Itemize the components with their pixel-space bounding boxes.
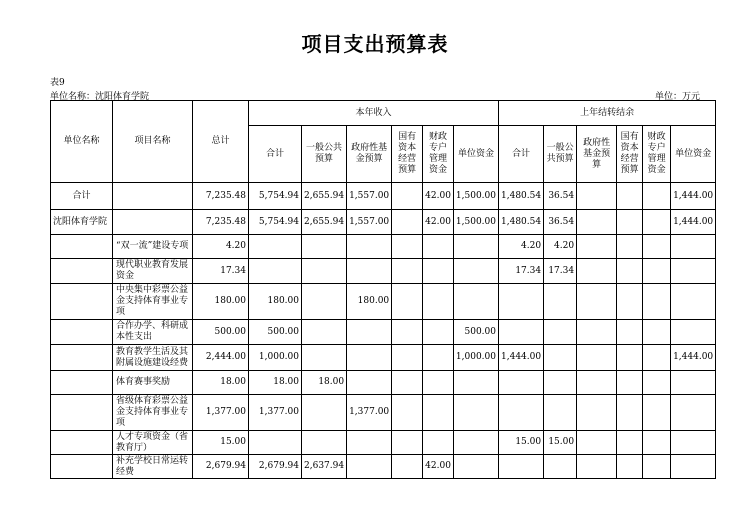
- project-cell: 合作办学、科研成本性支出: [113, 320, 193, 345]
- prev-sum-cell: 1,444.00: [499, 345, 544, 371]
- cur-sum-cell: 1,000.00: [249, 345, 302, 371]
- project-cell: [113, 210, 193, 235]
- prev-soe-cell: [617, 183, 643, 210]
- prev-fund-cell: [577, 320, 617, 345]
- cur-soe-cell: [392, 183, 423, 210]
- unit-cell: [51, 284, 113, 320]
- cur-special-cell: [423, 395, 454, 431]
- header-prev-special: 财政专户管理资金: [643, 126, 671, 183]
- prev-unit-cell: [671, 235, 716, 259]
- unit-cell: 合计: [51, 183, 113, 210]
- prev-special-cell: [643, 183, 671, 210]
- cur-special-cell: [423, 345, 454, 371]
- cur-special-cell: [423, 235, 454, 259]
- project-cell: 补充学校日常运转经费: [113, 455, 193, 479]
- cur-general-cell: [302, 259, 347, 284]
- header-cur-general: 一般公共预算: [302, 126, 347, 183]
- prev-special-cell: [643, 455, 671, 479]
- prev-sum-cell: [499, 371, 544, 395]
- prev-special-cell: [643, 431, 671, 455]
- prev-special-cell: [643, 284, 671, 320]
- cur-unit-cell: 1,500.00: [453, 183, 498, 210]
- unit-cell: [51, 345, 113, 371]
- prev-sum-cell: 17.34: [499, 259, 544, 284]
- total-cell: 180.00: [193, 284, 249, 320]
- prev-soe-cell: [617, 455, 643, 479]
- prev-unit-cell: [671, 371, 716, 395]
- header-prev-sum: 合计: [499, 126, 544, 183]
- prev-general-cell: 4.20: [544, 235, 577, 259]
- cur-soe-cell: [392, 259, 423, 284]
- prev-unit-cell: 1,444.00: [671, 345, 716, 371]
- table-row: [51, 431, 716, 455]
- project-cell: 现代职业教育发展资金: [113, 259, 193, 284]
- cur-unit-cell: [453, 371, 498, 395]
- cur-unit-cell: 500.00: [453, 320, 498, 345]
- prev-unit-cell: 1,444.00: [671, 183, 716, 210]
- project-cell: [113, 183, 193, 210]
- prev-soe-cell: [617, 395, 643, 431]
- cur-soe-cell: [392, 371, 423, 395]
- cur-fund-cell: [347, 320, 392, 345]
- prev-special-cell: [643, 320, 671, 345]
- cur-sum-cell: 5,754.94: [249, 183, 302, 210]
- cur-special-cell: [423, 284, 454, 320]
- table-row: [51, 210, 716, 235]
- cur-fund-cell: 1,377.00: [347, 395, 392, 431]
- total-cell: 7,235.48: [193, 210, 249, 235]
- cur-sum-cell: 2,679.94: [249, 455, 302, 479]
- cur-soe-cell: [392, 210, 423, 235]
- cur-soe-cell: [392, 455, 423, 479]
- cur-soe-cell: [392, 345, 423, 371]
- prev-sum-cell: 4.20: [499, 235, 544, 259]
- cur-unit-cell: 1,000.00: [453, 345, 498, 371]
- cur-fund-cell: 180.00: [347, 284, 392, 320]
- prev-unit-cell: [671, 455, 716, 479]
- total-cell: 2,444.00: [193, 345, 249, 371]
- prev-unit-cell: 1,444.00: [671, 210, 716, 235]
- unit-cell: 沈阳体育学院: [51, 210, 113, 235]
- prev-special-cell: [643, 259, 671, 284]
- prev-unit-cell: [671, 431, 716, 455]
- prev-sum-cell: 1,480.54: [499, 210, 544, 235]
- prev-general-cell: [544, 284, 577, 320]
- table-row: [51, 371, 716, 395]
- project-cell: 体育赛事奖励: [113, 371, 193, 395]
- cur-sum-cell: [249, 235, 302, 259]
- prev-sum-cell: [499, 320, 544, 345]
- total-cell: 7,235.48: [193, 183, 249, 210]
- cur-soe-cell: [392, 235, 423, 259]
- table-row: [51, 455, 716, 479]
- project-cell: 教育教学生活及其附属设施建设经费: [113, 345, 193, 371]
- prev-special-cell: [643, 210, 671, 235]
- cur-fund-cell: 1,557.00: [347, 183, 392, 210]
- prev-general-cell: 17.34: [544, 259, 577, 284]
- prev-fund-cell: [577, 431, 617, 455]
- cur-sum-cell: [249, 431, 302, 455]
- prev-general-cell: [544, 371, 577, 395]
- project-cell: 中央集中彩票公益金支持体育事业专项: [113, 284, 193, 320]
- header-prev-general: 一般公共预算: [544, 126, 577, 183]
- prev-unit-cell: [671, 259, 716, 284]
- unit-cell: [51, 455, 113, 479]
- cur-sum-cell: 18.00: [249, 371, 302, 395]
- header-cur-special: 财政专户管理资金: [423, 126, 454, 183]
- header-project-name: 项目名称: [113, 101, 193, 183]
- unit-cell: [51, 395, 113, 431]
- cur-sum-cell: 1,377.00: [249, 395, 302, 431]
- table-row: [51, 183, 716, 210]
- total-cell: 1,377.00: [193, 395, 249, 431]
- total-cell: 4.20: [193, 235, 249, 259]
- prev-general-cell: [544, 345, 577, 371]
- header-unit-name: 单位名称: [51, 101, 113, 183]
- cur-special-cell: [423, 431, 454, 455]
- header-cur-fund: 政府性基金预算: [347, 126, 392, 183]
- cur-sum-cell: [249, 259, 302, 284]
- total-cell: 2,679.94: [193, 455, 249, 479]
- money-unit-label: 单位：万元: [654, 92, 700, 102]
- cur-general-cell: 2,655.94: [302, 210, 347, 235]
- prev-special-cell: [643, 345, 671, 371]
- cur-soe-cell: [392, 284, 423, 320]
- cur-general-cell: [302, 345, 347, 371]
- unit-cell: [51, 259, 113, 284]
- cur-general-cell: [302, 431, 347, 455]
- cur-general-cell: [302, 235, 347, 259]
- cur-special-cell: 42.00: [423, 183, 454, 210]
- prev-fund-cell: [577, 210, 617, 235]
- cur-special-cell: [423, 371, 454, 395]
- prev-sum-cell: 1,480.54: [499, 183, 544, 210]
- header-cur-sum: 合计: [249, 126, 302, 183]
- page-title: 项目支出预算表: [301, 32, 449, 56]
- cur-unit-cell: 1,500.00: [453, 210, 498, 235]
- prev-special-cell: [643, 371, 671, 395]
- prev-general-cell: [544, 395, 577, 431]
- prev-special-cell: [643, 395, 671, 431]
- prev-unit-cell: [671, 320, 716, 345]
- unit-cell: [51, 431, 113, 455]
- total-cell: 17.34: [193, 259, 249, 284]
- prev-unit-cell: [671, 284, 716, 320]
- header-current-year-income: 本年收入: [249, 101, 499, 126]
- table-row: [51, 320, 716, 345]
- header-prev-fund: 政府性基金预算: [577, 126, 617, 183]
- unit-name-label: 单位名称：沈阳体育学院: [50, 92, 150, 102]
- header-prev-unit: 单位资金: [671, 126, 716, 183]
- table-row: [51, 395, 716, 431]
- cur-general-cell: 2,655.94: [302, 183, 347, 210]
- cur-sum-cell: 180.00: [249, 284, 302, 320]
- prev-general-cell: [544, 320, 577, 345]
- cur-special-cell: [423, 320, 454, 345]
- project-cell: 省级体育彩票公益金支持体育事业专项: [113, 395, 193, 431]
- project-cell: 人才专项资金（省教育厅）: [113, 431, 193, 455]
- table-row: [51, 259, 716, 284]
- table-row: [51, 235, 716, 259]
- cur-fund-cell: [347, 235, 392, 259]
- prev-special-cell: [643, 235, 671, 259]
- cur-special-cell: [423, 259, 454, 284]
- prev-general-cell: [544, 455, 577, 479]
- prev-soe-cell: [617, 371, 643, 395]
- prev-soe-cell: [617, 259, 643, 284]
- prev-fund-cell: [577, 259, 617, 284]
- prev-soe-cell: [617, 284, 643, 320]
- cur-special-cell: 42.00: [423, 210, 454, 235]
- cur-unit-cell: [453, 235, 498, 259]
- prev-fund-cell: [577, 395, 617, 431]
- prev-fund-cell: [577, 183, 617, 210]
- cur-fund-cell: [347, 431, 392, 455]
- cur-soe-cell: [392, 395, 423, 431]
- prev-unit-cell: [671, 395, 716, 431]
- prev-sum-cell: [499, 455, 544, 479]
- cur-unit-cell: [453, 395, 498, 431]
- header-cur-soe: 国有资本经营预算: [392, 126, 423, 183]
- cur-fund-cell: 1,557.00: [347, 210, 392, 235]
- cur-unit-cell: [453, 455, 498, 479]
- cur-fund-cell: [347, 259, 392, 284]
- table-row: [51, 284, 716, 320]
- table-row: [51, 345, 716, 371]
- cur-special-cell: 42.00: [423, 455, 454, 479]
- prev-sum-cell: [499, 395, 544, 431]
- header-total: 总计: [193, 101, 249, 183]
- unit-cell: [51, 320, 113, 345]
- prev-fund-cell: [577, 455, 617, 479]
- cur-general-cell: 2,637.94: [302, 455, 347, 479]
- prev-fund-cell: [577, 284, 617, 320]
- cur-fund-cell: [347, 371, 392, 395]
- project-cell: “双一流”建设专项: [113, 235, 193, 259]
- prev-sum-cell: 15.00: [499, 431, 544, 455]
- prev-soe-cell: [617, 431, 643, 455]
- cur-unit-cell: [453, 259, 498, 284]
- prev-fund-cell: [577, 345, 617, 371]
- cur-general-cell: [302, 320, 347, 345]
- prev-soe-cell: [617, 210, 643, 235]
- cur-soe-cell: [392, 431, 423, 455]
- unit-cell: [51, 235, 113, 259]
- cur-fund-cell: [347, 345, 392, 371]
- prev-soe-cell: [617, 235, 643, 259]
- budget-table: [50, 100, 716, 479]
- cur-soe-cell: [392, 320, 423, 345]
- prev-soe-cell: [617, 320, 643, 345]
- cur-general-cell: [302, 395, 347, 431]
- prev-general-cell: 15.00: [544, 431, 577, 455]
- header-prev-year-carryover: 上年结转结余: [499, 101, 716, 126]
- prev-soe-cell: [617, 345, 643, 371]
- prev-sum-cell: [499, 284, 544, 320]
- cur-sum-cell: 500.00: [249, 320, 302, 345]
- header-prev-soe: 国有资本经营预算: [617, 126, 643, 183]
- header-cur-unit: 单位资金: [453, 126, 498, 183]
- unit-cell: [51, 371, 113, 395]
- cur-unit-cell: [453, 284, 498, 320]
- cur-sum-cell: 5,754.94: [249, 210, 302, 235]
- prev-general-cell: 36.54: [544, 183, 577, 210]
- table-number: 表9: [50, 78, 65, 88]
- prev-general-cell: 36.54: [544, 210, 577, 235]
- total-cell: 18.00: [193, 371, 249, 395]
- prev-fund-cell: [577, 235, 617, 259]
- total-cell: 500.00: [193, 320, 249, 345]
- cur-unit-cell: [453, 431, 498, 455]
- prev-fund-cell: [577, 371, 617, 395]
- cur-general-cell: [302, 284, 347, 320]
- cur-fund-cell: [347, 455, 392, 479]
- total-cell: 15.00: [193, 431, 249, 455]
- cur-general-cell: 18.00: [302, 371, 347, 395]
